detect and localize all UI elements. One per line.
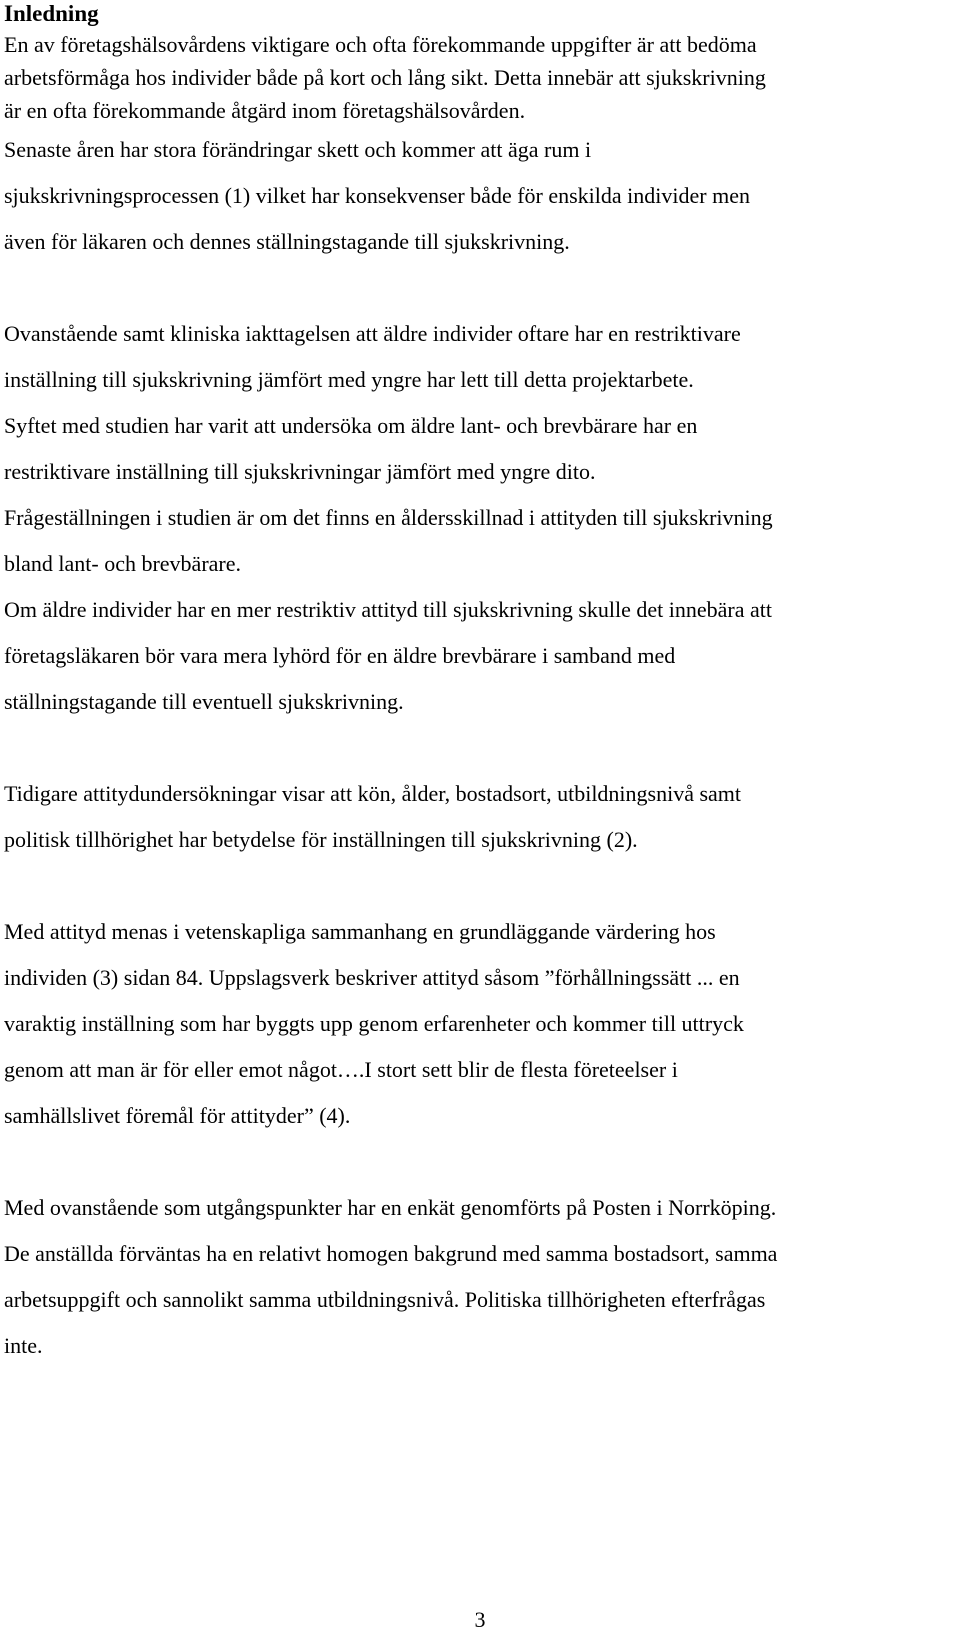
paragraph-intro — [4, 28, 956, 127]
text-line: genom att man är för eller emot något….I stort sett blir de flesta företeelser i — [4, 1057, 678, 1082]
paragraph-attitude-definition — [4, 909, 956, 1139]
text-line: Med ovanstående som utgångspunkter har en enkät genomförts på Posten i Norrköping. — [4, 1195, 777, 1220]
text-line: Frågeställningen i studien är om det finns en åldersskillnad i attityden till sjukskrivning — [4, 505, 773, 530]
text-line: arbetsförmåga hos individer både på kort och lång sikt. Detta innebär att sjukskrivning — [4, 65, 766, 90]
paragraph-gap — [4, 725, 956, 771]
text-line: Med attityd menas i vetenskapliga sammanhang en grundläggande värdering hos — [4, 919, 716, 944]
text-line: arbetsuppgift och sannolikt samma utbildningsnivå. Politiska tillhörigheten efterfrågas — [4, 1287, 766, 1312]
section-heading: Inledning — [4, 1, 99, 26]
text-line: Syftet med studien har varit att undersöka om äldre lant- och brevbärare har en — [4, 413, 698, 438]
text-line: Ovanstående samt kliniska iakttagelsen att äldre individer oftare har en restriktivare — [4, 321, 741, 346]
paragraph-gap — [4, 265, 956, 311]
text-line: är en ofta förekommande åtgärd inom företagshälsovården. — [4, 98, 526, 123]
text-line: De anställda förväntas ha en relativt homogen bakgrund med samma bostadsort, samma — [4, 1241, 778, 1266]
text-line: företagsläkaren bör vara mera lyhörd för en äldre brevbärare i samband med — [4, 643, 676, 668]
text-line: även för läkaren och dennes ställningstagande till sjukskrivning. — [4, 229, 570, 254]
paragraph-gap — [4, 863, 956, 909]
text-line: individen (3) sidan 84. Uppslagsverk beskriver attityd såsom ”förhållningssätt ... en — [4, 965, 740, 990]
text-line: samhällslivet föremål för attityder” (4). — [4, 1103, 351, 1128]
text-line: varaktig inställning som har byggts upp genom erfarenheter och kommer till uttryck — [4, 1011, 744, 1036]
paragraph-survey — [4, 1185, 956, 1369]
text-line: sjukskrivningsprocessen (1) vilket har konsekvenser både för enskilda individer men — [4, 183, 750, 208]
paragraph-gap — [4, 1139, 956, 1185]
paragraph-purpose — [4, 311, 956, 725]
document-page — [4, 0, 956, 1369]
text-line: politisk tillhörighet har betydelse för inställningen till sjukskrivning (2). — [4, 827, 638, 852]
page-number: 3 — [474, 1607, 486, 1632]
text-line: restriktivare inställning till sjukskrivningar jämfört med yngre dito. — [4, 459, 596, 484]
paragraph-changes — [4, 127, 956, 265]
text-line: inställning till sjukskrivning jämfört med yngre har lett till detta projektarbete. — [4, 367, 694, 392]
text-line: En av företagshälsovårdens viktigare och ofta förekommande uppgifter är att bedöma — [4, 32, 757, 57]
text-line: Om äldre individer har en mer restriktiv attityd till sjukskrivning skulle det innebära att — [4, 597, 772, 622]
text-line: bland lant- och brevbärare. — [4, 551, 241, 576]
text-line: ställningstagande till eventuell sjukskrivning. — [4, 689, 404, 714]
text-line: Tidigare attitydundersökningar visar att kön, ålder, bostadsort, utbildningsnivå samt — [4, 781, 742, 806]
text-line: Senaste åren har stora förändringar skett och kommer att äga rum i — [4, 137, 592, 162]
paragraph-previous-studies — [4, 771, 956, 863]
text-line: inte. — [4, 1333, 43, 1358]
